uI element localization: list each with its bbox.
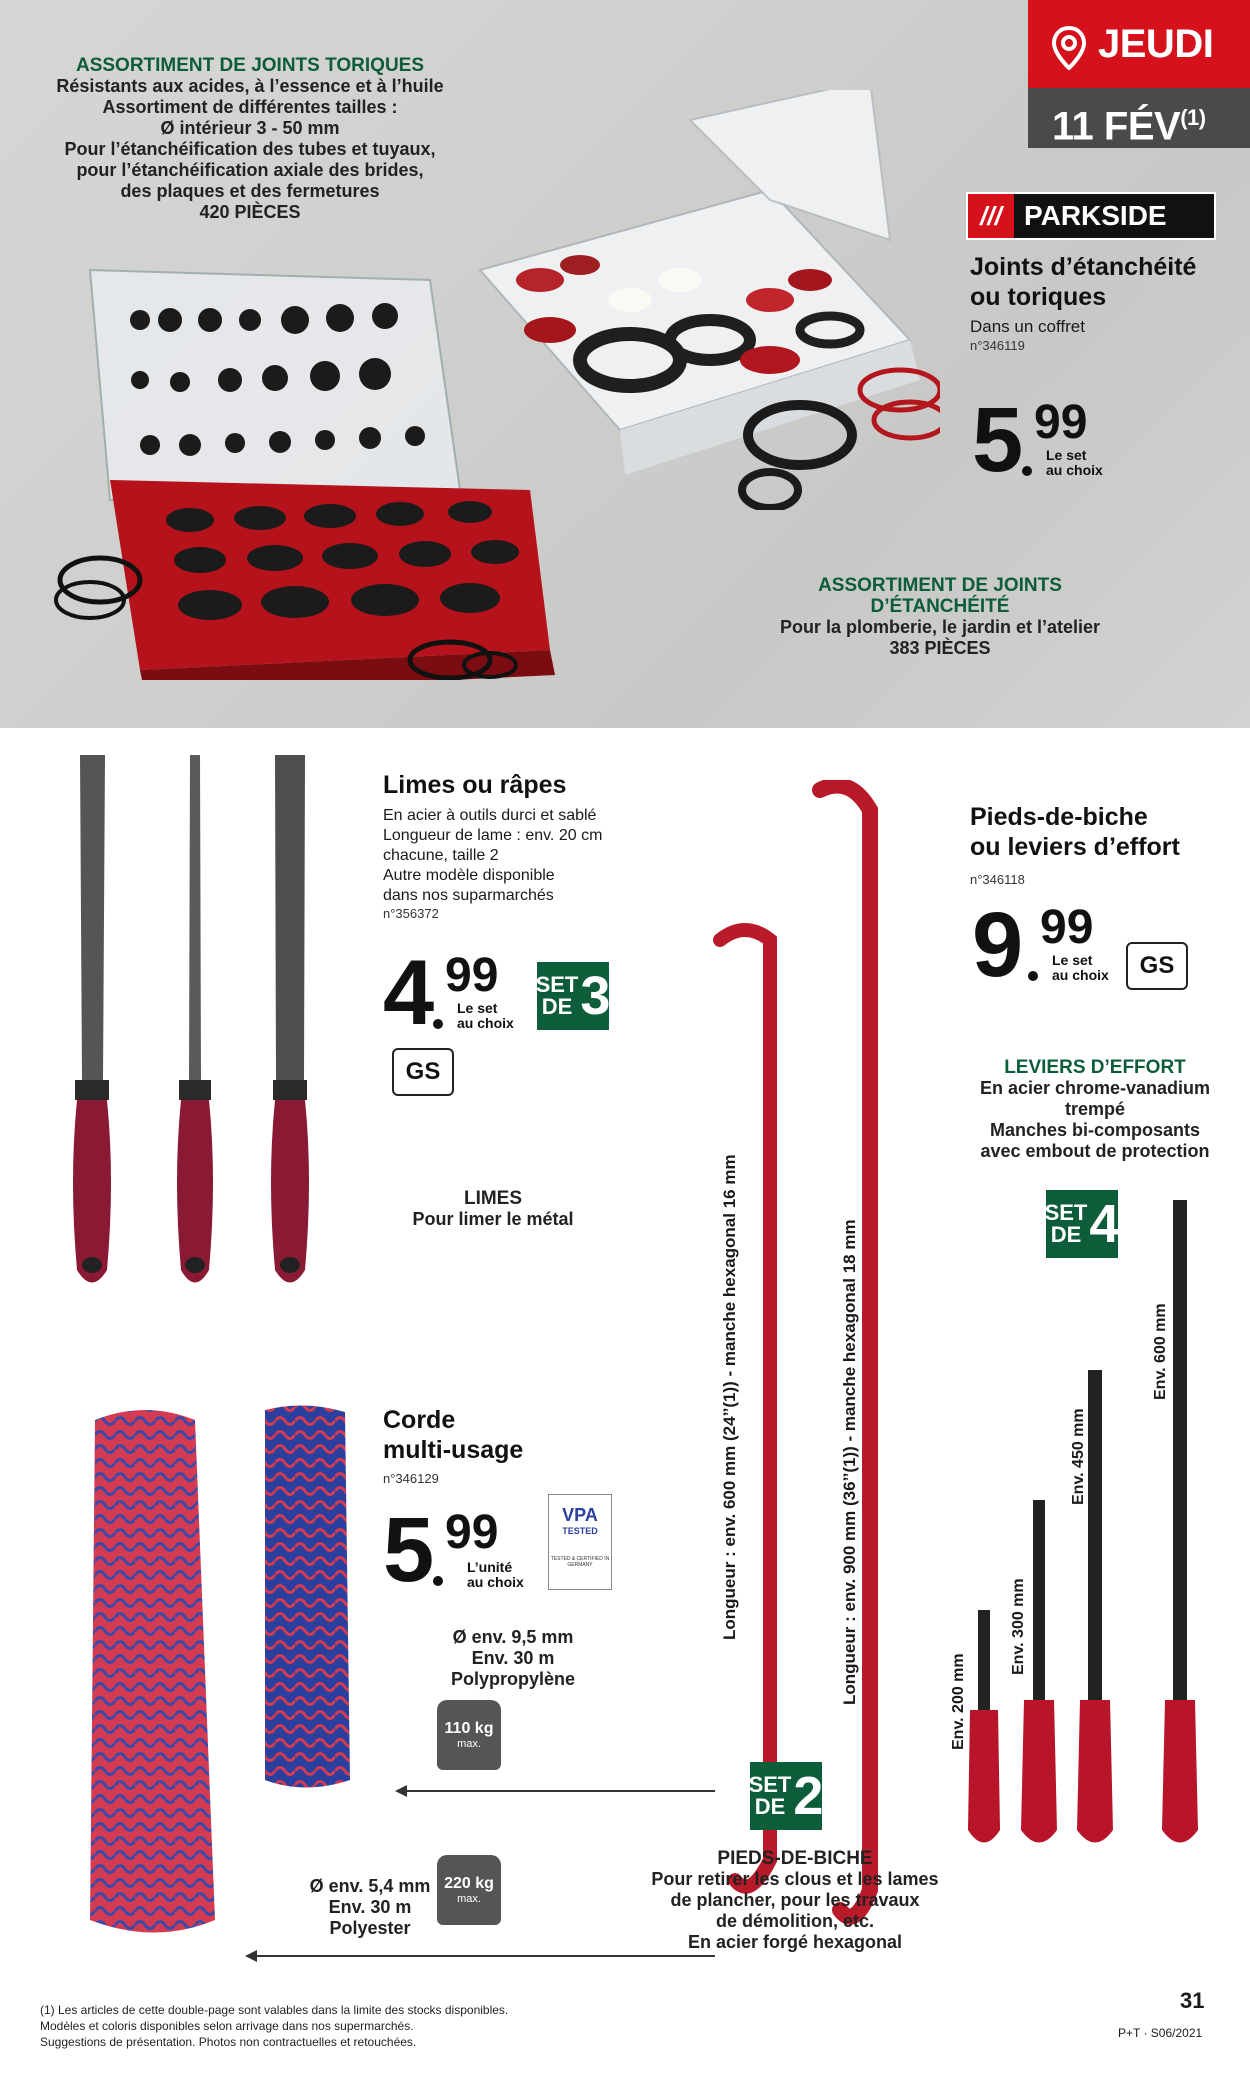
joints-assort-pieces: 383 PIÈCES bbox=[889, 638, 991, 658]
joints-assort-title: ASSORTIMENT DE JOINTS bbox=[818, 575, 1062, 596]
price-unit: Le set bbox=[1046, 447, 1087, 463]
oring-description bbox=[40, 55, 460, 223]
corde-ref: n°346129 bbox=[383, 1471, 439, 1486]
limes-line: dans nos suparmarchés bbox=[383, 887, 554, 904]
date-banner-date bbox=[1028, 88, 1250, 148]
oring-line: pour l’étanchéification axiale des brides, bbox=[76, 160, 424, 180]
price-dot bbox=[433, 1019, 443, 1029]
corde-title: Corde bbox=[383, 1406, 456, 1434]
footer-line: (1) Les articles de cette double-page sont valables dans la limite des stocks disponibles. bbox=[40, 2003, 509, 2017]
pdb-line: de démolition, etc. bbox=[715, 1911, 875, 1931]
price-decimal: 99 bbox=[1040, 901, 1094, 954]
leviers-description bbox=[960, 1057, 1230, 1162]
limes-info bbox=[383, 770, 693, 921]
joints-sub: Dans un coffret bbox=[970, 317, 1085, 336]
vpa-tested-badge: VPA TESTED TESTED & CERTIFIED IN GERMANY bbox=[548, 1494, 612, 1590]
page-number: 31 bbox=[1180, 1988, 1205, 2013]
oring-pieces: 420 PIÈCES bbox=[199, 202, 301, 222]
leviers-title: LEVIERS D’EFFORT bbox=[1004, 1057, 1186, 1078]
footer-code: P+T · S06/2021 bbox=[1118, 2026, 1203, 2040]
corde-spec-1: Ø env. 9,5 mm Env. 30 m Polypropylène bbox=[450, 1627, 576, 1689]
price-dot bbox=[433, 1576, 443, 1586]
price-dot bbox=[1022, 466, 1032, 476]
pieds-de-biche-description bbox=[640, 1848, 950, 1953]
price-integer: 4 bbox=[383, 942, 432, 1044]
pieds-info bbox=[970, 802, 1240, 887]
limes-line: chacune, taille 2 bbox=[383, 847, 499, 864]
limes-line: Longueur de lame : env. 20 cm bbox=[383, 827, 603, 844]
pdb-line: de plancher, pour les travaux bbox=[670, 1890, 920, 1910]
lever-300-label: Env. 300 mm bbox=[1010, 1578, 1027, 1675]
rope-image bbox=[75, 1400, 375, 1950]
parkside-logo bbox=[966, 192, 1216, 240]
pieds-ref: n°346118 bbox=[970, 872, 1025, 887]
pieds-title: Pieds-de-biche bbox=[970, 803, 1148, 831]
banner-day: JEUDI bbox=[1098, 22, 1214, 66]
lever-200-label: Env. 200 mm bbox=[950, 1653, 967, 1750]
brand-name: PARKSIDE bbox=[1024, 200, 1167, 231]
leviers-line: Manches bi-composants bbox=[989, 1120, 1201, 1140]
price-unit: L’unité bbox=[467, 1559, 513, 1575]
gs-certification-icon: GS bbox=[1126, 942, 1188, 990]
price-integer: 5 bbox=[972, 389, 1021, 491]
crowbar-900-label: Longueur : env. 900 mm (36’’(1)) - manche hexagonal 18 mm bbox=[840, 1219, 859, 1705]
date-banner-day bbox=[1028, 0, 1250, 88]
joints-assort-line: Pour la plomberie, le jardin et l’atelier bbox=[779, 617, 1101, 637]
banner-date: 11 FÉV$^{(1)}$ bbox=[1052, 104, 1206, 149]
vpa-icon: VPA bbox=[562, 1505, 598, 1525]
arrow-left-icon bbox=[245, 1948, 715, 1964]
corde-info bbox=[383, 1405, 643, 1486]
oring-line: Assortiment de différentes tailles : bbox=[102, 97, 398, 117]
oring-line: Ø intérieur 3 - 50 mm bbox=[160, 118, 340, 138]
location-pin-icon bbox=[1052, 26, 1086, 70]
limes-line: En acier à outils durci et sablé bbox=[383, 807, 597, 824]
limes-caption bbox=[383, 1188, 603, 1230]
joints-assort-description bbox=[720, 575, 1160, 659]
limes-set-badge: SET DE 3 bbox=[537, 962, 609, 1030]
pry-bars-set-image bbox=[950, 1190, 1220, 1860]
crowbar-600-label: Longueur : env. 600 mm (24’’(1)) - manche hexagonal 16 mm bbox=[720, 1154, 739, 1640]
pdb-line: Pour retirer les clous et les lames bbox=[651, 1869, 939, 1889]
oring-line: Résistants aux acides, à l’essence et à l’huile bbox=[56, 76, 444, 96]
parkside-stripes-icon: /// bbox=[968, 194, 1014, 238]
oring-line: des plaques et des fermetures bbox=[120, 181, 380, 201]
crowbar-set-badge: SET DE 2 bbox=[750, 1762, 822, 1830]
limes-title: Limes ou râpes bbox=[383, 771, 567, 799]
weight-110-icon: 110 kg max. bbox=[437, 1700, 501, 1770]
joints-price bbox=[972, 389, 1192, 491]
price-decimal: 99 bbox=[1034, 396, 1088, 449]
leviers-line: trempé bbox=[1064, 1099, 1126, 1119]
price-decimal: 99 bbox=[445, 949, 499, 1002]
joints-ref: n°346119 bbox=[970, 338, 1025, 353]
weight-220-icon: 220 kg max. bbox=[437, 1855, 501, 1925]
gs-certification-icon: GS bbox=[392, 1048, 454, 1096]
limes-line: Autre modèle disponible bbox=[383, 867, 555, 884]
leviers-set-badge: SET DE 4 bbox=[1046, 1190, 1118, 1258]
price-unit-2: au choix bbox=[457, 1015, 514, 1031]
arrow-left-icon bbox=[395, 1783, 715, 1799]
pdb-title: PIEDS-DE-BICHE bbox=[717, 1848, 873, 1869]
joints-title: Joints d’étanchéité bbox=[970, 253, 1197, 281]
price-dot bbox=[1028, 971, 1038, 981]
joints-title-2: ou toriques bbox=[970, 283, 1107, 311]
corde-spec-2: Ø env. 5,4 mm Env. 30 m Polyester bbox=[309, 1876, 431, 1938]
price-unit: Le set bbox=[1052, 952, 1093, 968]
corde-title-2: multi-usage bbox=[383, 1436, 524, 1464]
lever-600-label: Env. 600 mm bbox=[1152, 1303, 1169, 1400]
limes-caption-title: LIMES bbox=[463, 1188, 523, 1209]
price-decimal: 99 bbox=[445, 1506, 499, 1559]
pieds-title-2: ou leviers d’effort bbox=[970, 833, 1180, 861]
files-image bbox=[55, 750, 345, 1300]
lever-450-label: Env. 450 mm bbox=[1070, 1408, 1087, 1505]
leviers-line: avec embout de protection bbox=[980, 1141, 1210, 1161]
oring-title: ASSORTIMENT DE JOINTS TORIQUES bbox=[75, 55, 425, 76]
leviers-line: En acier chrome-vanadium bbox=[979, 1078, 1211, 1098]
footer-notes bbox=[40, 2002, 840, 2050]
oring-line: Pour l’étanchéification des tubes et tuyaux, bbox=[64, 139, 436, 159]
footer-line: Suggestions de présentation. Photos non contractuelles et retouchées. bbox=[40, 2035, 417, 2049]
joints-box-image bbox=[470, 90, 940, 510]
footer-line: Modèles et coloris disponibles selon arrivage dans nos supermarchés. bbox=[40, 2019, 414, 2033]
price-integer: 9 bbox=[972, 894, 1021, 996]
price-unit: Le set bbox=[457, 1000, 498, 1016]
limes-ref: n°356372 bbox=[383, 906, 439, 921]
joints-info bbox=[970, 252, 1240, 353]
price-unit-2: au choix bbox=[1046, 462, 1103, 478]
price-unit-2: au choix bbox=[1052, 967, 1109, 983]
price-unit-2: au choix bbox=[467, 1574, 524, 1590]
joints-assort-title-2: D’ÉTANCHÉITÉ bbox=[870, 596, 1010, 617]
pdb-line: En acier forgé hexagonal bbox=[687, 1932, 903, 1952]
limes-caption-text: Pour limer le métal bbox=[412, 1209, 574, 1229]
price-integer: 5 bbox=[383, 1499, 432, 1601]
